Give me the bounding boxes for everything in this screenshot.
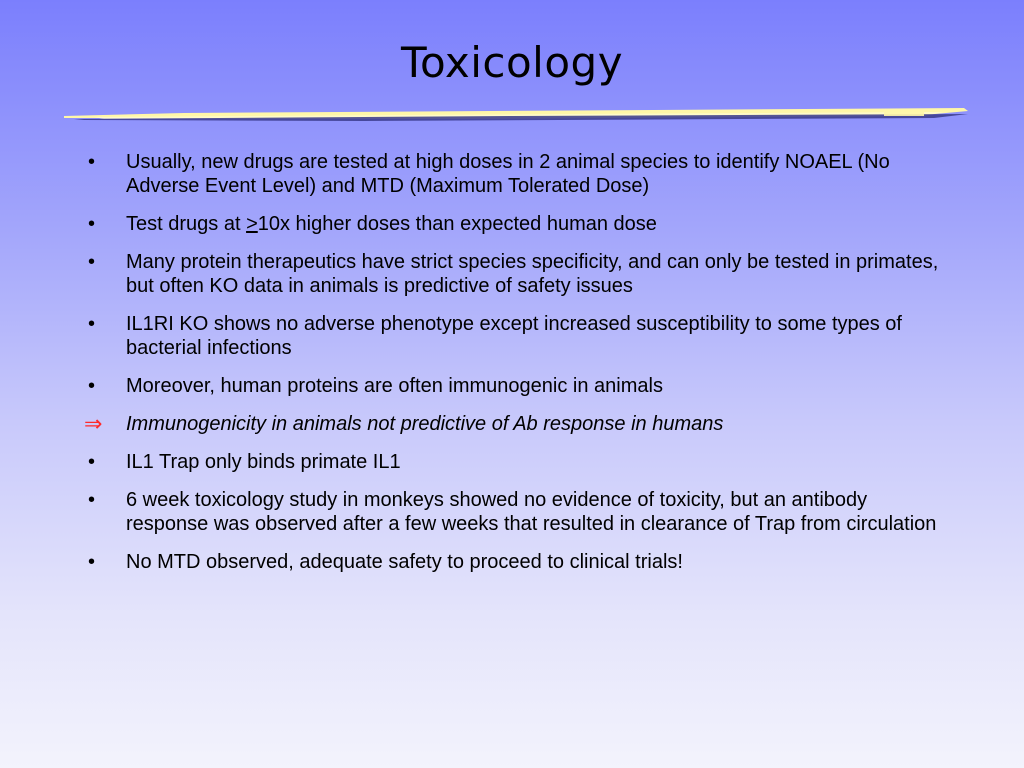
bullet-icon: •: [88, 451, 96, 473]
bullet-icon: •: [88, 551, 96, 573]
bullet-icon: •: [88, 213, 96, 235]
bullet-text: IL1 Trap only binds primate IL1: [126, 451, 401, 473]
slide-title: Toxicology: [400, 38, 624, 87]
list-item: [84, 550, 944, 574]
list-item: [84, 450, 944, 474]
bullet-text: IL1RI KO shows no adverse phenotype except increased susceptibility to some types of bacterial infections: [126, 313, 902, 359]
greater-or-equal-symbol: >: [246, 213, 258, 235]
list-item: [84, 412, 944, 436]
list-item: [84, 488, 944, 536]
bullet-text: Immunogenicity in animals not predictive of Ab response in humans: [126, 413, 724, 435]
list-item: [84, 250, 944, 298]
bullet-text: Many protein therapeutics have strict species specificity, and can only be tested in primates, but often KO data in animals is predictive of safety issues: [126, 251, 939, 297]
bullet-list: [84, 150, 944, 588]
list-item: [84, 150, 944, 198]
bullet-icon: •: [88, 251, 96, 273]
list-item: [84, 312, 944, 360]
bullet-icon: •: [88, 313, 96, 335]
bullet-text: 6 week toxicology study in monkeys showed no evidence of toxicity, but an antibody response was observed after a few weeks that resulted in clearance of Trap from circulation: [126, 489, 937, 535]
implies-arrow-icon: ⇒: [84, 411, 103, 436]
list-item: [84, 212, 944, 236]
bullet-text: No MTD observed, adequate safety to proceed to clinical trials!: [126, 551, 683, 573]
bullet-text: Moreover, human proteins are often immunogenic in animals: [126, 375, 663, 397]
bullet-icon: •: [88, 151, 96, 173]
bullet-text-part: 10x higher doses than expected human dose: [257, 213, 657, 235]
bullet-icon: •: [88, 375, 96, 397]
list-item: [84, 374, 944, 398]
bullet-text-part: Test drugs at: [126, 213, 247, 235]
bullet-text: Usually, new drugs are tested at high doses in 2 animal species to identify NOAEL (No Adverse Event Level) and MTD (Maximum Tolerated Dose): [126, 151, 890, 197]
bullet-icon: •: [88, 489, 96, 511]
title-underline-rule: [64, 106, 968, 124]
bullet-text: [126, 213, 657, 235]
